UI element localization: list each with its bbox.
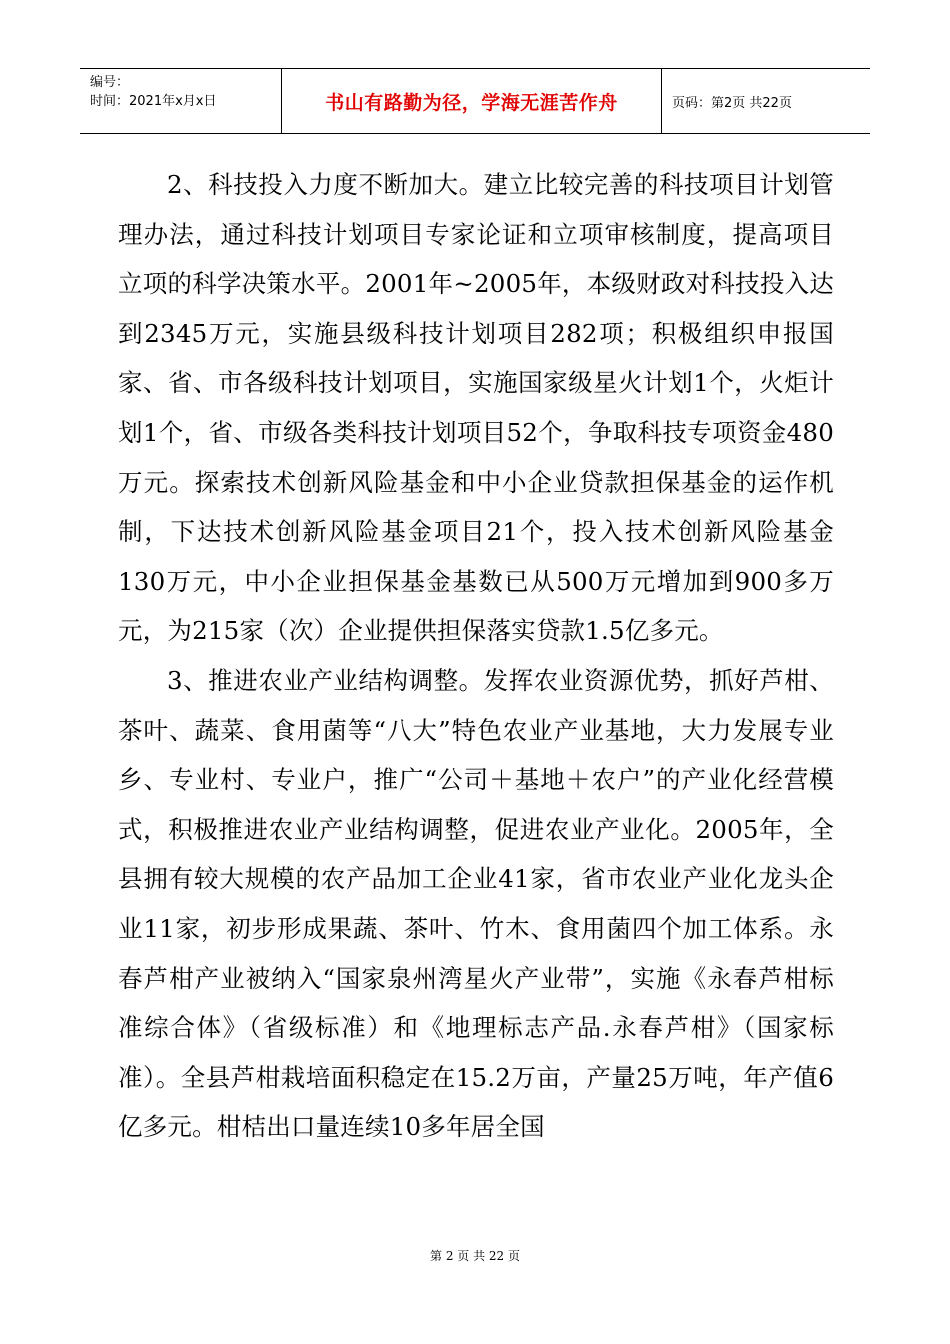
page-footer: 第 2 页 共 22 页 bbox=[430, 1249, 520, 1263]
header-motto: 书山有路勤为径，学海无涯苦作舟 bbox=[282, 69, 662, 133]
document-time-label: 时间：2021年x月x日 bbox=[90, 94, 217, 109]
header-page-number: 页码：第2页 共22页 bbox=[672, 95, 792, 111]
document-number-label: 编号： bbox=[90, 75, 130, 90]
body-paragraph: 2、科技投入力度不断加大。建立比较完善的科技项目计划管理办法，通过科技计划项目专家论证和立项审核制度，提高项目立项的科学决策水平。2001年~2005年，本级财政对科技投入达到2345万元，实施县级科技计划项目282项；积极组织申报国家、省、市各级科技计划项目，实施国家级星火计划1个，火炬计划1个，省、市级各类科技计划项目52个，争取科技专项资金480万元。探索技术创新风险基金和中小企业贷款担保基金的运作机制，下达技术创新风险基金项目21个，投入技术创新风险基金130万元，中小企业担保基金基数已从500万元增加到900多万元，为215家（次）企业提供担保落实贷款1.5亿多元。 bbox=[118, 170, 834, 646]
header-meta bbox=[80, 69, 282, 133]
body-paragraph: 3、推进农业产业结构调整。发挥农业资源优势，抓好芦柑、茶叶、蔬菜、食用菌等“八大”特色农业产业基地，大力发展专业乡、专业村、专业户，推广“公司＋基地＋农户”的产业化经营模式，积极推进农业产业结构调整，促进农业产业化。2005年，全县拥有较大规模的农产品加工企业41家，省市农业产业化龙头企业11家，初步形成果蔬、茶叶、竹木、食用菌四个加工体系。永春芦柑产业被纳入“国家泉州湾星火产业带”，实施《永春芦柑标准综合体》（省级标准）和《地理标志产品.永春芦柑》（国家标准）。全县芦柑栽培面积稳定在15.2万亩，产量25万吨，年产值6亿多元。柑桔出口量连续10多年居全国 bbox=[118, 665, 834, 1142]
document-header bbox=[80, 68, 870, 134]
document-body bbox=[118, 160, 834, 1152]
